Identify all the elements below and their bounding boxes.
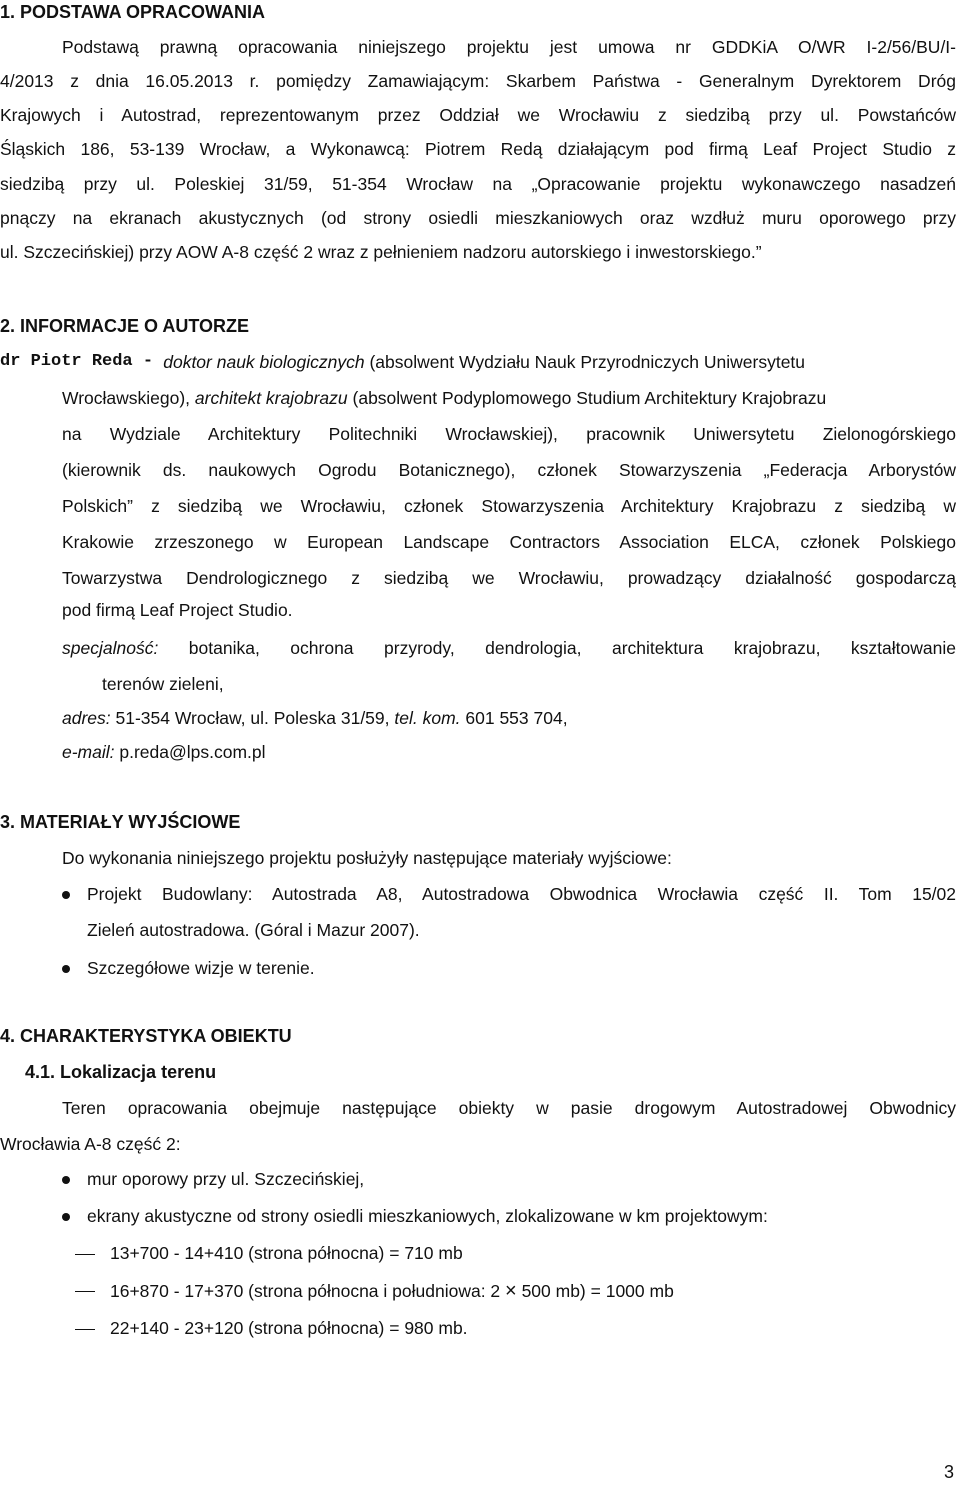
materials-item-1-cont: Zieleń autostradowa. (Góral i Mazur 2007).: [87, 920, 420, 940]
paragraph-line: 4/2013 z dnia 16.05.2013 r. pomiędzy Zamawiającym: Skarbem Państwa - Generalnym Dyrektorem Dróg: [0, 71, 956, 91]
specialty-label: specjalność:: [62, 638, 159, 658]
paragraph-line: ul. Szczecińskiej) przy AOW A-8 część 2 wraz z pełnieniem nadzoru autorskiego i inwestorskiego.”: [0, 242, 762, 262]
email-value: p.reda@lps.com.pl: [114, 742, 266, 762]
location-intro-cont: Wrocławia A-8 część 2:: [0, 1134, 181, 1154]
bullet-icon: [62, 1176, 70, 1184]
bullet-icon: [62, 1213, 70, 1221]
dash-icon: [75, 1254, 95, 1255]
paragraph-line: Towarzystwa Dendrologicznego z siedzibą we Wrocławiu, prowadzący działalność gospodarczą: [62, 568, 956, 588]
paragraph-line: Podstawą prawną opracowania niniejszego projektu jest umowa nr GDDKiA O/WR I-2/56/BU/I-: [62, 37, 956, 57]
section-3-heading: 3. MATERIAŁY WYJŚCIOWE: [0, 812, 241, 832]
screen-segment-2: 16+870 - 17+370 (strona północna i południowa: 2 × 500 mb) = 1000 mb: [110, 1280, 674, 1302]
screen-segment-1: 13+700 - 14+410 (strona północna) = 710 mb: [110, 1243, 463, 1263]
paragraph-line: siedzibą przy ul. Poleskiej 31/59, 51-354 Wrocław na „Opracowanie projektu wykonawczego nasadzeń: [0, 174, 956, 194]
paragraph-line: pnączy na ekranach akustycznych (od strony osiedli mieszkaniowych oraz wzdłuż muru oporowego przy: [0, 208, 956, 228]
author-line-2: Wrocławskiego), architekt krajobrazu (absolwent Podyplomowego Studium Architektury Krajobrazu: [62, 388, 827, 408]
email-label: e-mail:: [62, 742, 115, 762]
location-item-1: mur oporowy przy ul. Szczecińskiej,: [87, 1169, 365, 1189]
email-line: [62, 742, 266, 763]
paragraph-line: Śląskich 186, 53-139 Wrocław, a Wykonawcą: Piotrem Redą działającym pod firmą Leaf Project Studio z: [0, 139, 956, 159]
materials-item-1: Projekt Budowlany: Autostrada A8, Autostradowa Obwodnica Wrocławia część II. Tom 15/02: [87, 884, 956, 904]
specialty-value-cont: terenów zieleni,: [102, 674, 224, 694]
screen-segment-3: 22+140 - 23+120 (strona północna) = 980 mb.: [110, 1318, 468, 1338]
section-4-1-heading: 4.1. Lokalizacja terenu: [25, 1062, 217, 1082]
author-name: dr Piotr Reda: [0, 352, 133, 371]
paragraph-line: pod firmą Leaf Project Studio.: [62, 600, 293, 620]
bullet-icon: [62, 965, 70, 973]
specialty-line: [62, 638, 956, 659]
address-value: 51-354 Wrocław, ul. Poleska 31/59,: [110, 708, 395, 728]
bullet-icon: [62, 891, 70, 899]
author-profession: architekt krajobrazu: [194, 388, 348, 408]
specialty-value: botanika, ochrona przyrody, dendrologia, architektura krajobrazu, kształtowanie: [158, 638, 956, 658]
paragraph-line: Krakowie zrzeszonego w European Landscape Contractors Association ELCA, członek Polskiego: [62, 532, 956, 552]
phone-value: 601 553 704,: [460, 708, 568, 728]
author-degree: doktor nauk biologicznych: [163, 352, 365, 372]
times-icon: ×: [505, 1280, 517, 1302]
section-2-heading: 2. INFORMACJE O AUTORZE: [0, 316, 250, 336]
dash-icon: [75, 1291, 95, 1292]
materials-intro: Do wykonania niniejszego projektu posłużyły następujące materiały wyjściowe:: [62, 848, 672, 868]
location-item-2: ekrany akustyczne od strony osiedli mieszkaniowych, zlokalizowane w km projektowym:: [87, 1206, 768, 1226]
paragraph-line: Polskich” z siedzibą we Wrocławiu, członek Stowarzyszenia Architektury Krajobrazu z siedzibą w: [62, 496, 956, 516]
paragraph-line: na Wydziale Architektury Politechniki Wrocławskiej), pracownik Uniwersytetu Zielonogórskiego: [62, 424, 956, 444]
author-line-1: dr Piotr Reda - doktor nauk biologicznych (absolwent Wydziału Nauk Przyrodniczych Uniwersytetu: [0, 352, 806, 372]
page-number: 3: [943, 1462, 954, 1482]
address-label: adres:: [62, 708, 111, 728]
materials-item-2: Szczegółowe wizje w terenie.: [87, 958, 315, 978]
paragraph-line: Krajowych i Autostrad, reprezentowanym przez Oddział we Wrocławiu z siedzibą przy ul. Powstańców: [0, 105, 956, 125]
address-line: [62, 708, 568, 729]
location-intro: Teren opracowania obejmuje następujące obiekty w pasie drogowym Autostradowej Obwodnicy: [62, 1098, 956, 1118]
phone-label: tel. kom.: [394, 708, 461, 728]
section-4-heading: 4. CHARAKTERYSTYKA OBIEKTU: [0, 1026, 292, 1046]
section-1-heading: 1. PODSTAWA OPRACOWANIA: [0, 2, 266, 22]
paragraph-line: (kierownik ds. naukowych Ogrodu Botanicznego), członek Stowarzyszenia „Federacja Arborystów: [62, 460, 956, 480]
dash-icon: [75, 1329, 95, 1330]
